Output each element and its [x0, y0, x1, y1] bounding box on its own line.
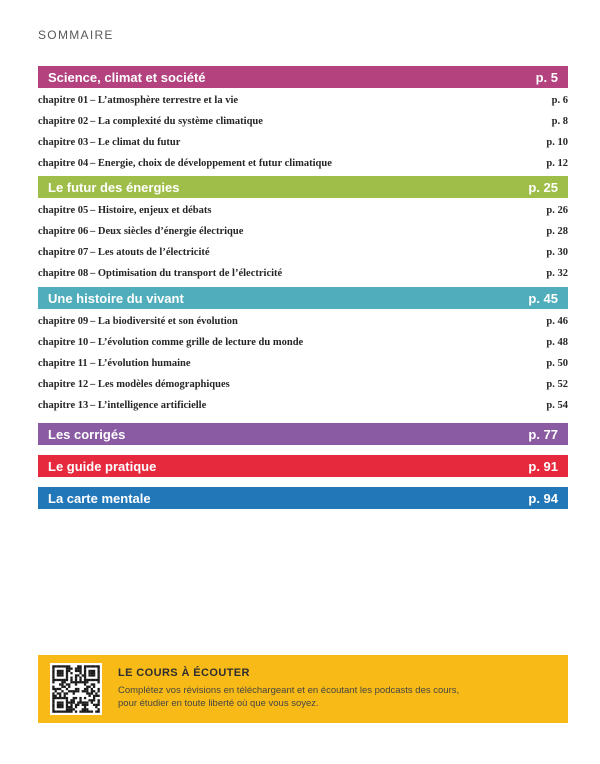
chapter-page: p. 52	[546, 379, 568, 390]
chapter-title: – L’atmosphère terrestre et la vie	[90, 95, 239, 106]
chapter-number: chapitre 12	[38, 379, 89, 390]
chapter-page: p. 46	[546, 316, 568, 327]
section-bar-label: Le futur des énergies	[48, 179, 180, 195]
section-bar-guide-pratique	[38, 455, 568, 477]
section-bar-label: Les corrigés	[48, 426, 126, 442]
section-bar-label: Le guide pratique	[48, 458, 157, 474]
chapter-row-12	[38, 374, 568, 395]
chapter-title: – Les modèles démographiques	[90, 379, 230, 390]
podcast-title: LE COURS À ÉCOUTER	[118, 667, 250, 679]
chapter-row-03	[38, 132, 568, 153]
chapter-page: p. 30	[546, 247, 568, 258]
chapter-page: p. 6	[551, 95, 568, 106]
chapter-row-04	[38, 153, 568, 174]
section-bar-page: p. 5	[535, 69, 558, 85]
chapter-number: chapitre 07	[38, 247, 89, 258]
section-3-chapter-list	[38, 311, 568, 416]
chapter-page: p. 50	[546, 358, 568, 369]
chapter-title: – Le climat du futur	[90, 137, 181, 148]
podcast-description-line-1: Complétez vos révisions en téléchargeant et en écoutant les podcasts des cours,	[118, 685, 460, 696]
chapter-page: p. 28	[546, 226, 568, 237]
chapter-page: p. 54	[546, 400, 568, 411]
chapter-number: chapitre 03	[38, 137, 89, 148]
section-bar-label: La carte mentale	[48, 490, 151, 506]
podcast-text-block	[118, 667, 459, 710]
chapter-row-06	[38, 221, 568, 242]
chapter-row-08	[38, 263, 568, 284]
chapter-page: p. 12	[546, 158, 568, 169]
section-1-chapter-list	[38, 90, 568, 174]
chapter-row-10	[38, 332, 568, 353]
chapter-title: – Énergie, choix de développement et futur climatique	[90, 158, 332, 169]
chapter-title: – La complexité du système climatique	[90, 116, 263, 127]
chapter-row-09	[38, 311, 568, 332]
chapter-title: – La biodiversité et son évolution	[90, 316, 238, 327]
chapter-number: chapitre 09	[38, 316, 89, 327]
section-bar-page: p. 25	[528, 179, 558, 195]
chapter-row-01	[38, 90, 568, 111]
chapter-page: p. 48	[546, 337, 568, 348]
section-bar-label: Science, climat et société	[48, 69, 206, 85]
chapter-page: p. 10	[546, 137, 568, 148]
section-bar-histoire-du-vivant	[38, 287, 568, 309]
section-2-chapter-list	[38, 200, 568, 284]
chapter-title: – Les atouts de l’électricité	[90, 247, 210, 258]
chapter-title: – L’évolution comme grille de lecture du monde	[90, 337, 304, 348]
chapter-row-05	[38, 200, 568, 221]
podcast-banner	[38, 655, 568, 723]
chapter-row-13	[38, 395, 568, 416]
chapter-number: chapitre 04	[38, 158, 89, 169]
chapter-number: chapitre 11	[38, 358, 88, 369]
section-bar-les-corriges	[38, 423, 568, 445]
qr-code-icon	[50, 663, 102, 715]
chapter-number: chapitre 10	[38, 337, 89, 348]
section-bar-page: p. 45	[528, 290, 558, 306]
chapter-page: p. 32	[546, 268, 568, 279]
section-bar-page: p. 77	[528, 426, 558, 442]
section-bar-futur-des-energies	[38, 176, 568, 198]
chapter-number: chapitre 02	[38, 116, 89, 127]
section-bar-label: Une histoire du vivant	[48, 290, 184, 306]
chapter-number: chapitre 01	[38, 95, 89, 106]
section-bar-carte-mentale	[38, 487, 568, 509]
chapter-number: chapitre 08	[38, 268, 89, 279]
chapter-title: – L’évolution humaine	[90, 358, 191, 369]
chapter-number: chapitre 05	[38, 205, 89, 216]
podcast-description-line-2: pour étudier en toute liberté où que vous soyez.	[118, 697, 319, 709]
chapter-title: – Histoire, enjeux et débats	[90, 205, 212, 216]
chapter-title: – L’intelligence artificielle	[90, 400, 207, 411]
section-bar-science-climat-societe	[38, 66, 568, 88]
section-bar-page: p. 94	[528, 490, 558, 506]
chapter-title: – Deux siècles d’énergie électrique	[90, 226, 244, 237]
chapter-row-11	[38, 353, 568, 374]
chapter-row-07	[38, 242, 568, 263]
chapter-row-02	[38, 111, 568, 132]
chapter-title: – Optimisation du transport de l’électricité	[90, 268, 283, 279]
chapter-number: chapitre 13	[38, 400, 89, 411]
chapter-page: p. 26	[546, 205, 568, 216]
chapter-number: chapitre 06	[38, 226, 89, 237]
chapter-page: p. 8	[551, 116, 568, 127]
page-title: SOMMAIRE	[38, 28, 114, 42]
section-bar-page: p. 91	[528, 458, 558, 474]
